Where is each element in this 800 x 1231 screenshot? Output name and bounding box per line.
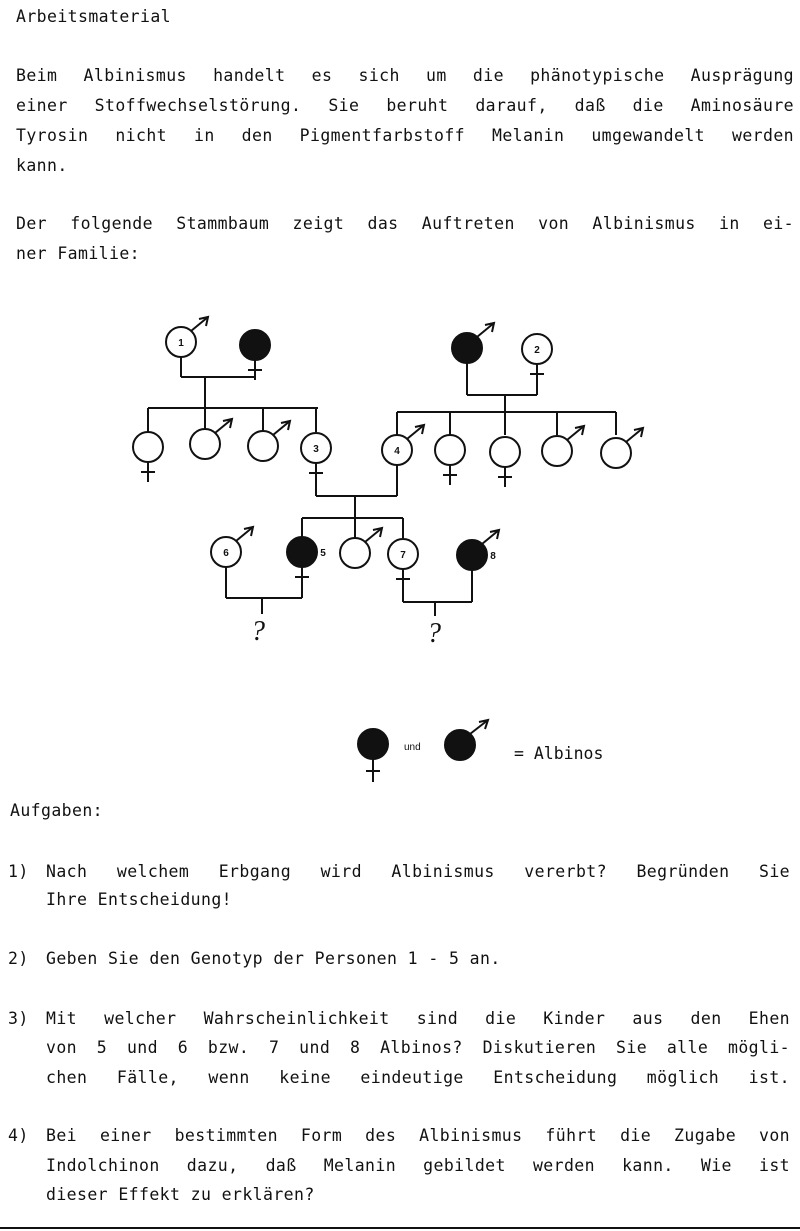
page-heading: Arbeitsmaterial <box>16 7 172 26</box>
individual-label: 6 <box>223 548 229 559</box>
pedigree-individual <box>457 530 499 570</box>
pedigree-individual <box>388 539 418 589</box>
task-line: Indolchinon dazu, daß Melanin gebildet werden kann. Wie ist <box>46 1156 790 1175</box>
task-number: 1) <box>8 862 29 881</box>
normal-symbol <box>133 432 163 462</box>
pedigree-individual <box>248 421 290 461</box>
pedigree-individual <box>382 425 424 465</box>
intro-line: Beim Albinismus handelt es sich um die phänotypische Ausprägung <box>16 66 794 85</box>
task-line: dieser Effekt zu erklären? <box>46 1185 315 1204</box>
intro-line: kann. <box>16 156 68 175</box>
task-line: chen Fälle, wenn keine eindeutige Entscheidung möglich ist. <box>46 1068 790 1087</box>
pedigree-individual <box>452 323 494 363</box>
pedigree-intro-line: ner Familie: <box>16 244 141 263</box>
pedigree-individual <box>490 437 520 487</box>
pedigree-individual <box>301 433 331 483</box>
pedigree-individual <box>435 435 465 485</box>
bottom-rule <box>0 1227 800 1229</box>
individual-label: 5 <box>320 548 326 559</box>
individual-label: 1 <box>178 338 184 349</box>
individual-label: 8 <box>490 551 496 562</box>
legend-connector: und <box>404 742 421 753</box>
pedigree-individual <box>133 432 163 482</box>
albino-symbol <box>240 330 270 360</box>
albino-symbol <box>287 537 317 567</box>
task-line: Ihre Entscheidung! <box>46 890 233 909</box>
pedigree-individual <box>211 527 253 567</box>
pedigree-individual <box>522 334 552 384</box>
task-number: 4) <box>8 1126 29 1145</box>
pedigree-individual <box>190 419 232 459</box>
normal-symbol <box>435 435 465 465</box>
pedigree-individual <box>166 317 208 357</box>
task-line: Nach welchem Erbgang wird Albinismus vererbt? Begründen Sie <box>46 862 790 881</box>
intro-line: Tyrosin nicht in den Pigmentfarbstoff Melanin umgewandelt werden <box>16 126 794 145</box>
unknown-offspring-mark: ? <box>251 616 265 647</box>
intro-line: einer Stoffwechselstörung. Sie beruht darauf, daß die Aminosäure <box>16 96 794 115</box>
individual-label: 3 <box>313 444 319 455</box>
individual-label: 7 <box>400 550 406 561</box>
task-number: 3) <box>8 1009 29 1028</box>
tasks-heading: Aufgaben: <box>10 801 104 820</box>
task-line: Mit welcher Wahrscheinlichkeit sind die Kinder aus den Ehen <box>46 1009 790 1028</box>
task-line: Bei einer bestimmten Form des Albinismus führt die Zugabe von <box>46 1126 790 1145</box>
pedigree-individual <box>601 428 643 468</box>
individual-label: 4 <box>394 446 400 457</box>
legend-albino-female-symbol <box>358 729 388 782</box>
pedigree-individual <box>287 537 326 587</box>
pedigree-diagram <box>0 280 800 680</box>
normal-symbol <box>490 437 520 467</box>
pedigree-individual <box>240 330 270 380</box>
individual-label: 2 <box>534 345 540 356</box>
pedigree-individual <box>340 528 382 568</box>
task-number: 2) <box>8 949 29 968</box>
pedigree-intro-line: Der folgende Stammbaum zeigt das Auftreten von Albinismus in ei- <box>16 214 794 233</box>
unknown-offspring-mark: ? <box>427 618 441 649</box>
legend <box>340 712 640 792</box>
pedigree-individual <box>542 426 584 466</box>
legend-albino-male-symbol <box>445 720 488 760</box>
task-line: von 5 und 6 bzw. 7 und 8 Albinos? Diskutieren Sie alle mögli- <box>46 1038 790 1057</box>
legend-label: = Albinos <box>514 744 604 763</box>
task-line: Geben Sie den Genotyp der Personen 1 - 5 an. <box>46 949 501 968</box>
